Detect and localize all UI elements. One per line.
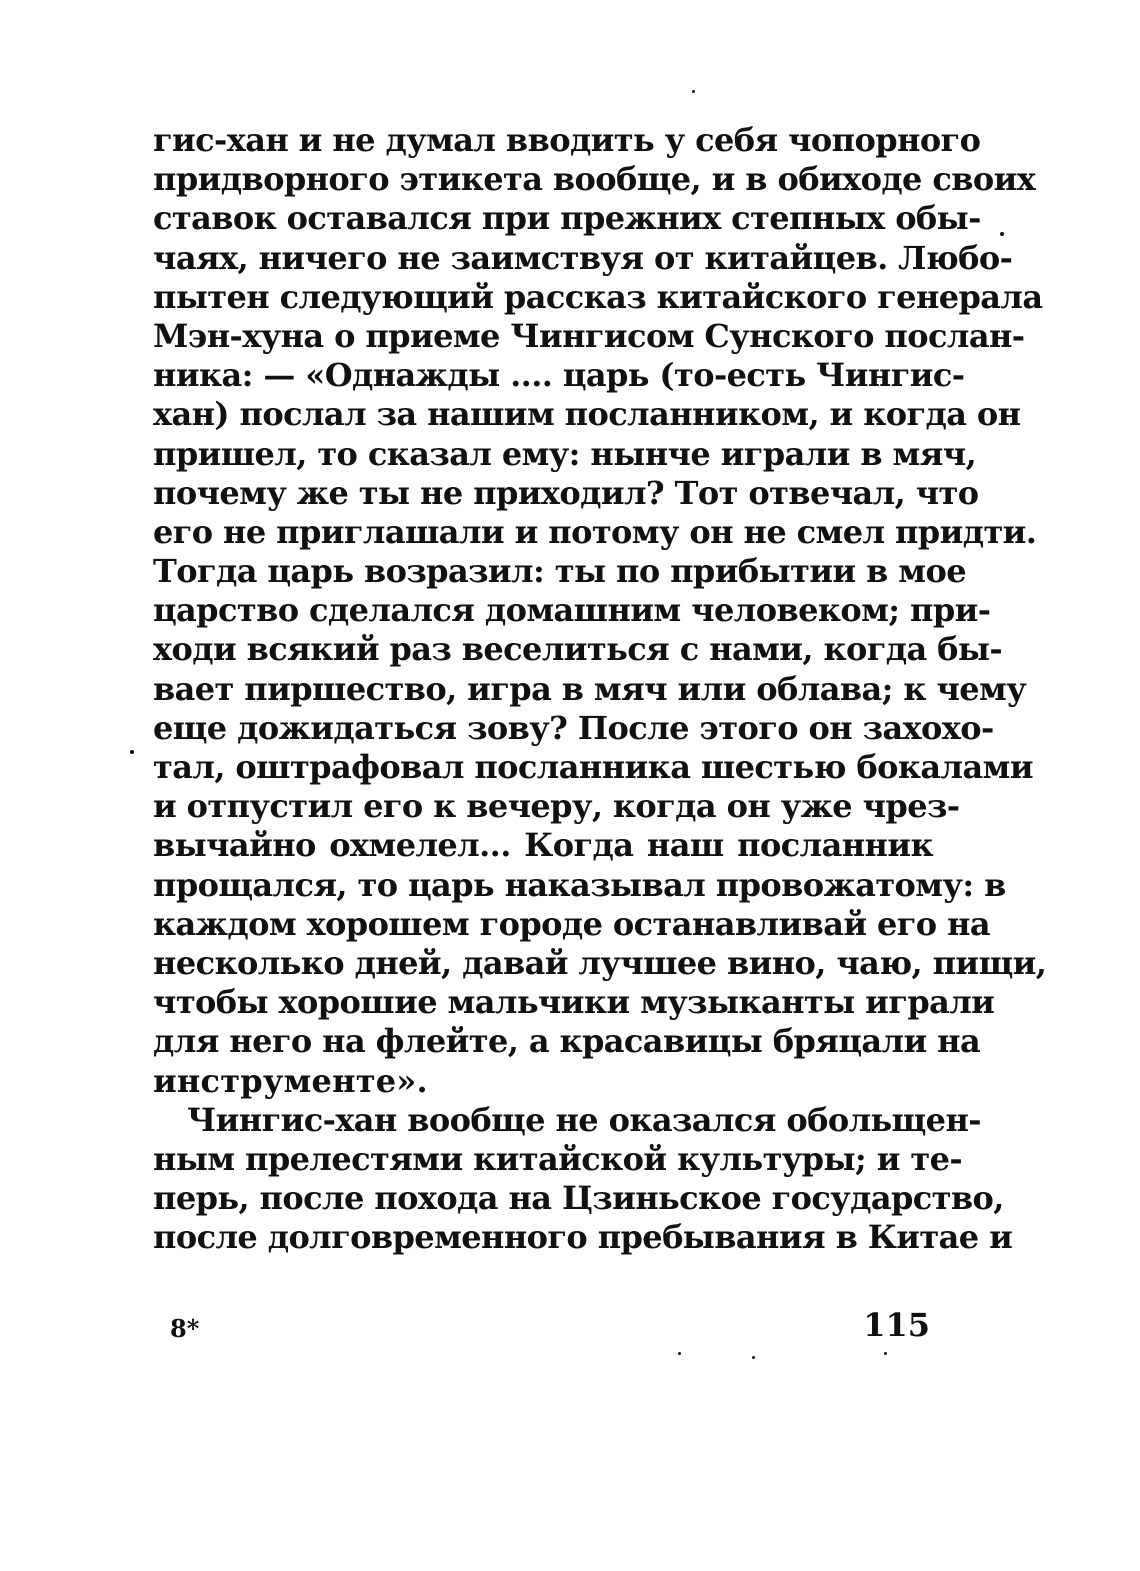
text-line: и отпустил его к вечеру, когда он уже чрез- <box>153 787 960 826</box>
text-line: хан) послал за нашим посланником, и когда он <box>153 395 1021 434</box>
signature-mark: 8* <box>170 1314 200 1343</box>
text-line: ника: — «Однажды .... царь (то-есть Чингис- <box>153 356 965 395</box>
text-line: несколько дней, давай лучшее вино, чаю, пищи, <box>153 943 1047 982</box>
text-line: царство сделался домашним человеком; при- <box>153 591 991 630</box>
text-line: после долговременного пребывания в Китае и <box>153 1218 1013 1257</box>
scan-speck <box>678 1352 681 1355</box>
text-line: инструменте». <box>153 1061 428 1100</box>
scan-speck <box>752 1356 755 1359</box>
text-line: пытен следующий рассказ китайского генерала <box>153 277 1043 316</box>
text-line: ным прелестями китайской культуры; и те- <box>153 1139 963 1178</box>
page-number: 115 <box>863 1306 930 1344</box>
text-line: чаях, ничего не заимствуя от китайцев. Любо- <box>153 238 1013 277</box>
scan-speck <box>884 1352 887 1355</box>
text-line: его не приглашали и потому он не смел придти. <box>153 512 1037 551</box>
text-line: вычайно охмелел... Когда наш посланник <box>153 826 933 865</box>
body-text <box>153 121 1047 1257</box>
scan-speck <box>692 90 695 93</box>
text-line: ставок оставался при прежних степных обы- <box>153 199 981 238</box>
text-line: вает пиршество, игра в мяч или облава; к чему <box>153 669 1027 708</box>
text-line: еще дожидаться зову? После этого он захохо- <box>153 708 994 747</box>
text-line: перь, после похода на Цзиньское государство, <box>153 1179 1004 1218</box>
text-line: пришел, то сказал ему: нынче играли в мяч, <box>153 434 977 473</box>
text-line: прощался, то царь наказывал провожатому: в <box>153 865 1006 904</box>
text-line: для него на флейте, а красавицы бряцали на <box>153 1022 981 1061</box>
text-line: Мэн-хуна о приеме Чингисом Сунского послан- <box>153 316 1025 355</box>
text-line: Тогда царь возразил: ты по прибытии в мое <box>153 552 966 591</box>
scan-speck <box>1000 232 1004 236</box>
text-line: чтобы хорошие мальчики музыканты играли <box>153 983 995 1022</box>
text-line: каждом хорошем городе останавливай его на <box>153 904 991 943</box>
text-line: придворного этикета вообще, и в обиходе своих <box>153 160 1036 199</box>
text-line: ходи всякий раз веселиться с нами, когда бы- <box>153 630 1003 669</box>
text-line: почему же ты не приходил? Тот отвечал, что <box>153 473 979 512</box>
text-line: тал, оштрафовал посланника шестью бокалами <box>153 748 1033 786</box>
text-line: гис-хан и не думал вводить у себя чопорного <box>153 121 981 159</box>
text-line: Чингис-хан вообще не оказался обольщен- <box>187 1100 981 1139</box>
scan-speck <box>130 750 134 754</box>
